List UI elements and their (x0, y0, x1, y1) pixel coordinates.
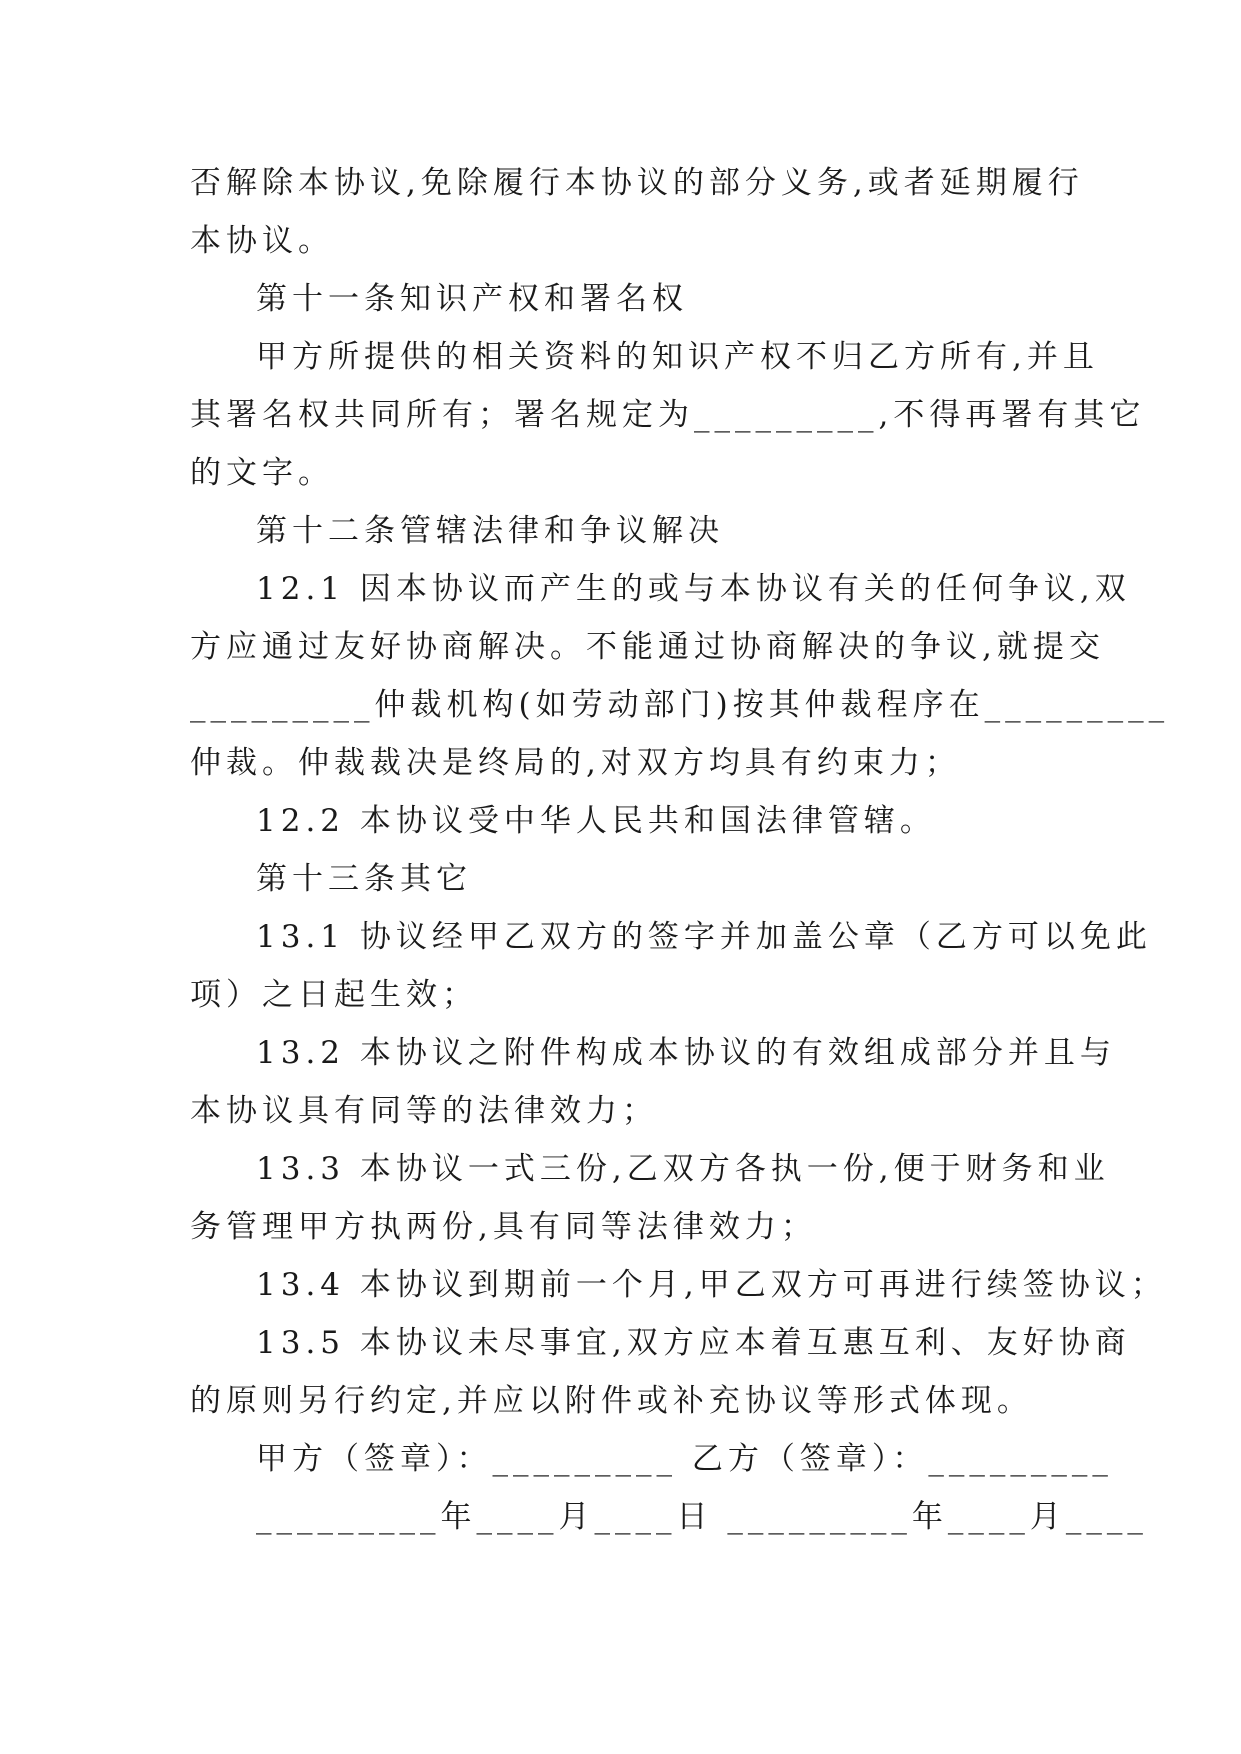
paragraph-line: 方应通过友好协商解决。不能通过协商解决的争议,就提交 (190, 629, 1105, 665)
paragraph-line: 其署名权共同所有；署名规定为_________,不得再署有其它 (190, 397, 1146, 433)
paragraph-line: 否解除本协议,免除履行本协议的部分义务,或者延期履行 (190, 165, 1084, 201)
paragraph-line: 本协议具有同等的法律效力； (190, 1093, 658, 1129)
signature-line: 甲方（签章）：_________ 乙方（签章）：_________ (256, 1441, 1113, 1477)
paragraph-line: 甲方所提供的相关资料的知识产权不归乙方所有,并且 (256, 339, 1099, 375)
paragraph-line: 本协议。 (190, 223, 334, 259)
paragraph-line: 13.2 本协议之附件构成本协议的有效组成部分并且与 (256, 1035, 1116, 1071)
paragraph-line: 项）之日起生效； (190, 977, 478, 1013)
section-heading: 第十一条知识产权和署名权 (256, 281, 688, 317)
section-heading: 第十二条管辖法律和争议解决 (256, 513, 724, 549)
paragraph-line: 13.4 本协议到期前一个月,甲乙双方可再进行续签协议； (256, 1267, 1167, 1303)
paragraph-line: 12.1 因本协议而产生的或与本协议有关的任何争议,双 (256, 571, 1131, 607)
paragraph-line: 13.5 本协议未尽事宜,双方应本着互惠互利、友好协商 (256, 1325, 1131, 1361)
paragraph-line: 的原则另行约定,并应以附件或补充协议等形式体现。 (190, 1383, 1033, 1419)
date-line: _________年____月____日 _________年____月____ (256, 1499, 1148, 1535)
paragraph-line: 仲裁。仲裁裁决是终局的,对双方均具有约束力； (190, 745, 961, 781)
paragraph-line: 13.3 本协议一式三份,乙双方各执一份,便于财务和业 (256, 1151, 1110, 1187)
paragraph-line: 务管理甲方执两份,具有同等法律效力； (190, 1209, 817, 1245)
paragraph-line: 12.2 本协议受中华人民共和国法律管辖。 (256, 803, 936, 839)
paragraph-line: _________仲裁机构(如劳动部门)按其仲裁程序在_________ (190, 687, 1170, 723)
section-heading: 第十三条其它 (256, 861, 472, 897)
paragraph-line: 的文字。 (190, 455, 334, 491)
paragraph-line: 13.1 协议经甲乙双方的签字并加盖公章（乙方可以免此 (256, 919, 1152, 955)
document-body (190, 154, 1170, 1546)
